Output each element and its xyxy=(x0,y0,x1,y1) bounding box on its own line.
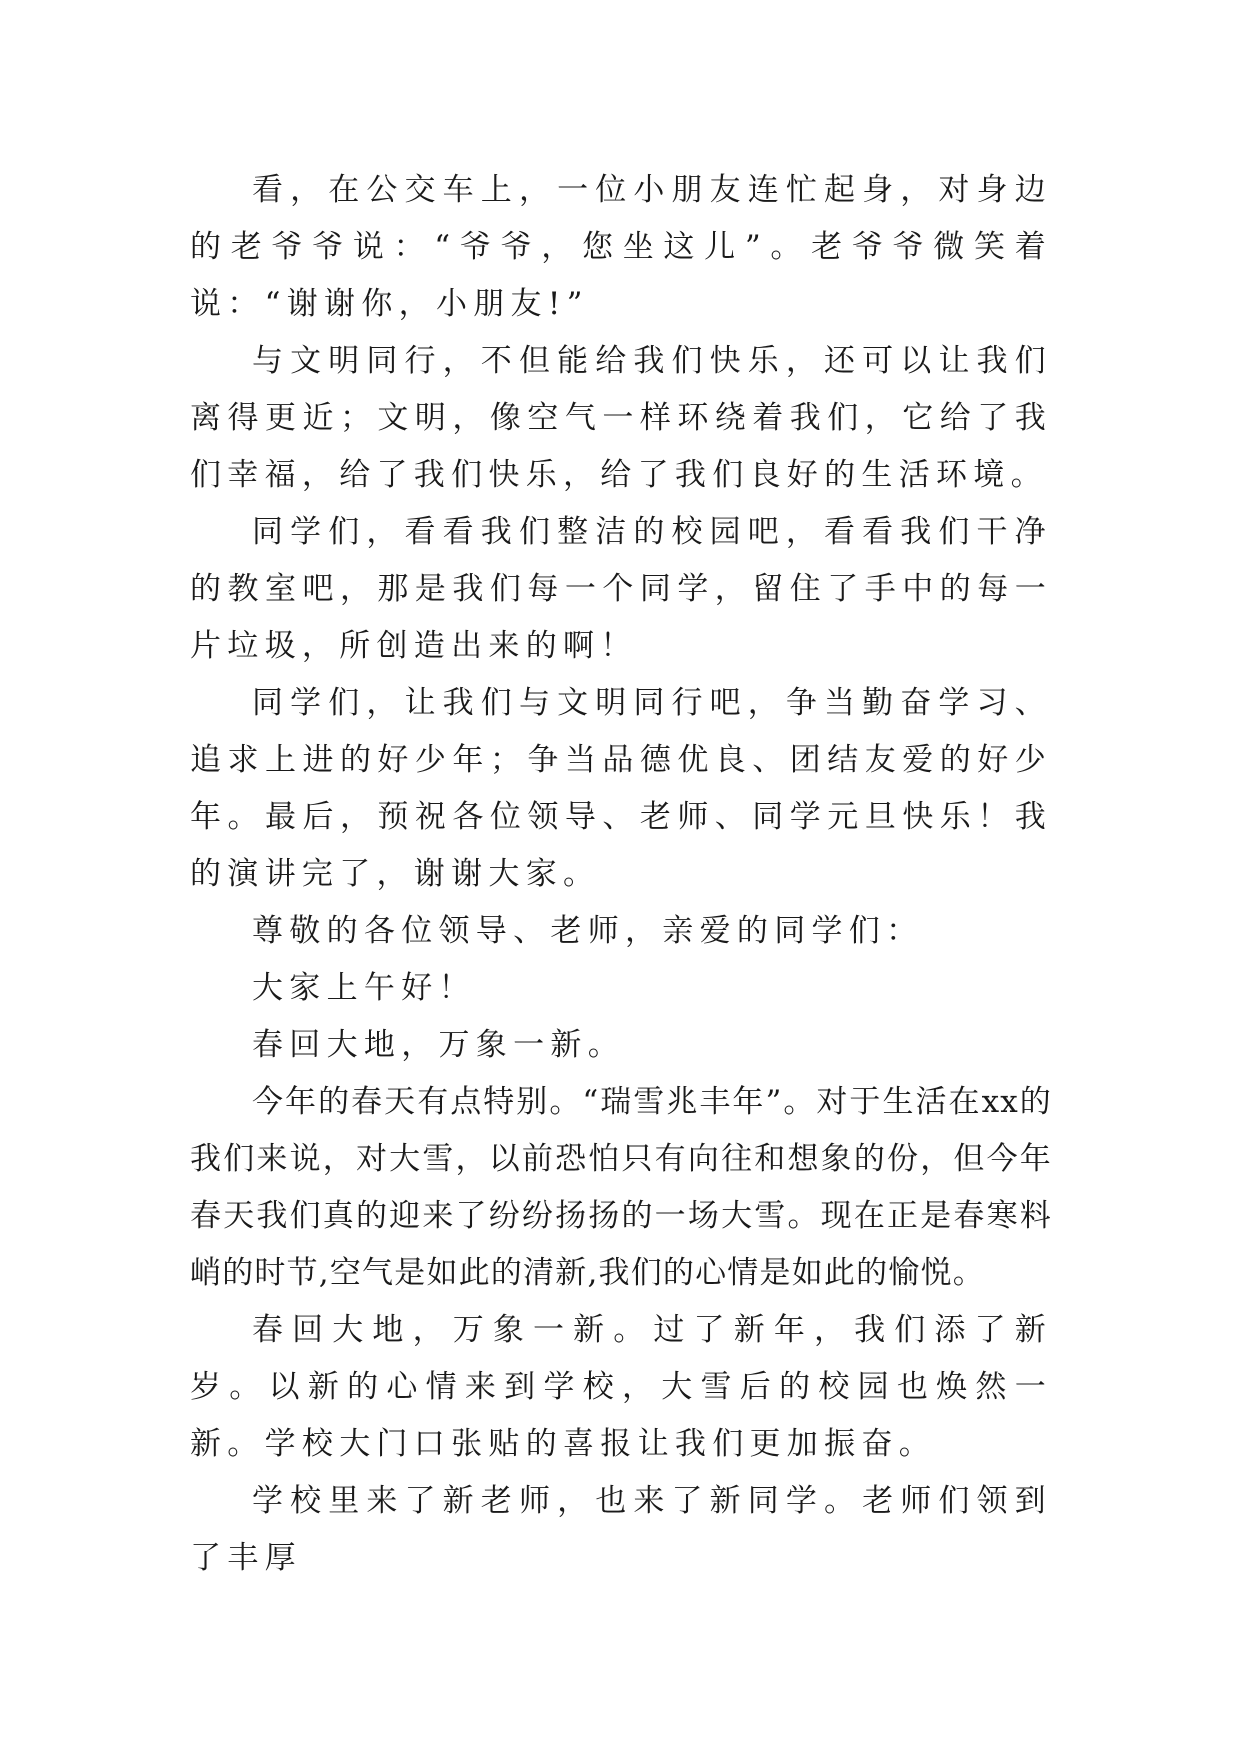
paragraph-2: 与文明同行，不但能给我们快乐，还可以让我们离得更近；文明，像空气一样环绕着我们，它给了我们幸福，给了我们快乐，给了我们良好的生活环境。 xyxy=(190,343,1052,493)
paragraph-8: 今年的春天有点特别。“瑞雪兆丰年”。对于生活在xx的我们来说，对大雪，以前恐怕只有向往和想象的份，但今年春天我们真的迎来了纷纷扬扬的一场大雪。现在正是春寒料峭的时节,空气是如此的清新,我们的心情是如此的愉悦。 xyxy=(190,1084,1052,1291)
paragraph-10: 学校里来了新老师，也来了新同学。老师们领到了丰厚 xyxy=(190,1483,1052,1576)
paragraph-9: 春回大地，万象一新。过了新年，我们添了新岁。以新的心情来到学校，大雪后的校园也焕然一新。学校大门口张贴的喜报让我们更加振奋。 xyxy=(190,1312,1052,1462)
paragraph-3: 同学们，看看我们整洁的校园吧，看看我们干净的教室吧，那是我们每一个同学，留住了手中的每一片垃圾，所创造出来的啊！ xyxy=(190,514,1052,664)
paragraph-6: 大家上午好！ xyxy=(252,970,476,1006)
document-body xyxy=(190,162,1052,1587)
paragraph-4: 同学们，让我们与文明同行吧，争当勤奋学习、追求上进的好少年；争当品德优良、团结友爱的好少年。最后，预祝各位领导、老师、同学元旦快乐！我的演讲完了，谢谢大家。 xyxy=(190,685,1052,892)
paragraph-5: 尊敬的各位领导、老师，亲爱的同学们： xyxy=(252,913,924,949)
paragraph-7: 春回大地，万象一新。 xyxy=(252,1027,625,1063)
paragraph-1: 看，在公交车上，一位小朋友连忙起身，对身边的老爷爷说：“爷爷，您坐这儿”。老爷爷微笑着说：“谢谢你，小朋友!” xyxy=(190,172,1052,322)
